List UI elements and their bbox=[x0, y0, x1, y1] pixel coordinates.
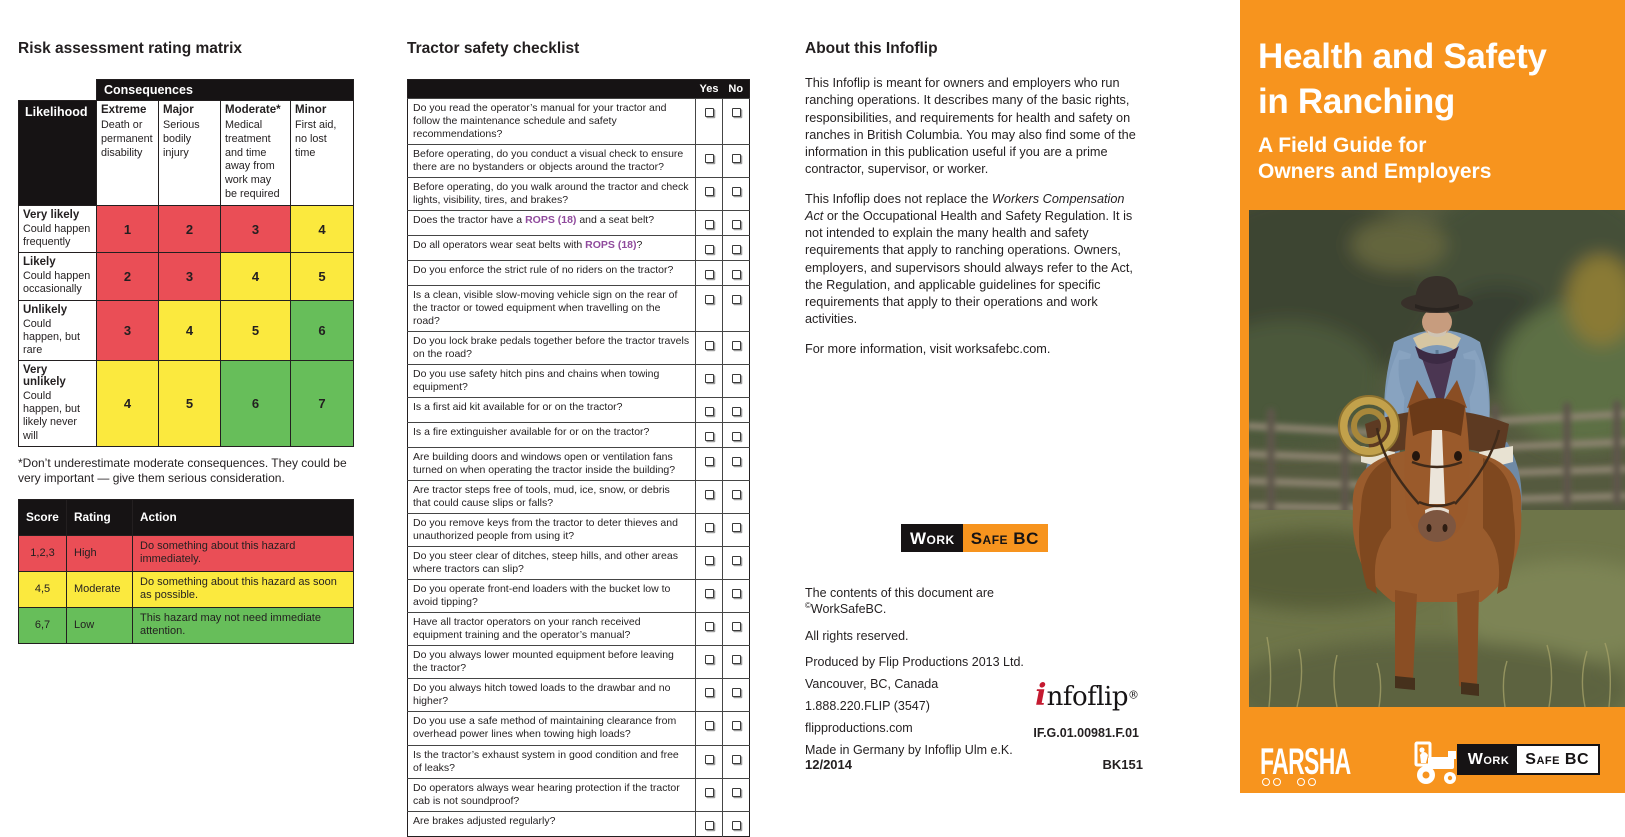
yes-checkbox[interactable] bbox=[705, 270, 714, 279]
score-table-row bbox=[19, 607, 354, 643]
action-text: This hazard may not need immediate attention. bbox=[133, 607, 354, 643]
risk-score-cell: 5 bbox=[159, 361, 221, 447]
yes-checkbox[interactable] bbox=[705, 589, 714, 598]
credit-line: 1.888.220.FLIP (3547) bbox=[805, 699, 930, 714]
matrix-footnote: *Don’t underestimate moderate consequences. They could be very important — give them serious consideration. bbox=[18, 455, 347, 486]
no-checkbox-cell bbox=[723, 547, 750, 580]
farsha-logo-text: FARSHA bbox=[1260, 740, 1351, 782]
no-checkbox[interactable] bbox=[732, 589, 741, 598]
infoflip-item-code: IF.G.01.00981.F.01 bbox=[1033, 726, 1139, 740]
farsha-logo bbox=[1260, 740, 1460, 782]
publication-date: 12/2014 bbox=[805, 757, 852, 772]
no-checkbox-cell bbox=[723, 145, 750, 178]
no-checkbox[interactable] bbox=[732, 523, 741, 532]
matrix-row bbox=[19, 361, 354, 447]
checklist-heading: Tractor safety checklist bbox=[407, 40, 580, 57]
no-checkbox-cell bbox=[723, 178, 750, 211]
checklist-question: Is a clean, visible slow-moving vehicle sign on the rear of the tractor or towed equipment when travelling on the road? bbox=[408, 286, 696, 332]
action-text: Do something about this hazard as soon as possible. bbox=[133, 571, 354, 607]
yes-checkbox-cell bbox=[696, 448, 723, 481]
tractor-icon bbox=[1408, 741, 1460, 785]
yes-checkbox-cell bbox=[696, 811, 723, 836]
no-checkbox[interactable] bbox=[732, 432, 741, 441]
yes-checkbox[interactable] bbox=[705, 154, 714, 163]
no-checkbox[interactable] bbox=[732, 341, 741, 350]
yes-checkbox-cell bbox=[696, 646, 723, 679]
checklist-question: Do you use safety hitch pins and chains when towing equipment? bbox=[408, 365, 696, 398]
credit-line: flipproductions.com bbox=[805, 721, 913, 736]
checklist-row bbox=[408, 211, 750, 236]
yes-checkbox-cell bbox=[696, 547, 723, 580]
yes-checkbox[interactable] bbox=[705, 295, 714, 304]
likelihood-row-label: Very unlikely Could happen, but likely never will bbox=[19, 361, 97, 447]
rating-column-header: Rating bbox=[67, 499, 133, 535]
no-checkbox-cell bbox=[723, 211, 750, 236]
consequences-header: Consequences bbox=[97, 80, 354, 101]
yes-checkbox-cell bbox=[696, 178, 723, 211]
yes-checkbox[interactable] bbox=[705, 374, 714, 383]
no-checkbox[interactable] bbox=[732, 270, 741, 279]
yes-checkbox-cell bbox=[696, 236, 723, 261]
likelihood-row-label: Likely Could happen occasionally bbox=[19, 253, 97, 300]
no-checkbox-cell bbox=[723, 646, 750, 679]
yes-checkbox-cell bbox=[696, 261, 723, 286]
no-checkbox[interactable] bbox=[732, 374, 741, 383]
rops-reference: ROPS (18) bbox=[585, 239, 637, 252]
no-checkbox-cell bbox=[723, 365, 750, 398]
yes-checkbox[interactable] bbox=[705, 407, 714, 416]
rating-value: Moderate bbox=[67, 571, 133, 607]
checklist-table bbox=[407, 79, 750, 837]
consequence-column-header: Major Serious bodily injury bbox=[159, 101, 221, 206]
worksafebc-logo-safebc: Safe BC bbox=[963, 524, 1048, 552]
checklist-question: Do you use a safe method of maintaining clearance from overhead power lines when towing high loads? bbox=[408, 712, 696, 745]
risk-score-cell: 4 bbox=[291, 205, 354, 252]
score-table-row bbox=[19, 571, 354, 607]
credit-line: Made in Germany by Infoflip Ulm e.K. bbox=[805, 743, 1013, 758]
about-paragraph: This Infoflip is meant for owners and employers who run ranching operations. It describes many of the basic rights, responsibilities, and requirements for health and safety on ranches in British Columbia. You may also find some of the information in this publication useful if you are a prime contractor, supervisor, or worker. bbox=[805, 76, 1136, 177]
credit-line: All rights reserved. bbox=[805, 629, 909, 644]
yes-checkbox-cell bbox=[696, 332, 723, 365]
no-checkbox[interactable] bbox=[732, 721, 741, 730]
yes-checkbox[interactable] bbox=[705, 788, 714, 797]
checklist-row bbox=[408, 145, 750, 178]
farsha-logo-wheels bbox=[1262, 778, 1316, 786]
no-checkbox[interactable] bbox=[732, 245, 741, 254]
no-checkbox-cell bbox=[723, 679, 750, 712]
risk-score-cell: 4 bbox=[97, 361, 159, 447]
no-checkbox-cell bbox=[723, 99, 750, 145]
checklist-row bbox=[408, 514, 750, 547]
yes-checkbox-cell bbox=[696, 514, 723, 547]
about-paragraphs bbox=[805, 75, 1143, 358]
no-checkbox-cell bbox=[723, 236, 750, 261]
question-column-header bbox=[408, 80, 696, 99]
no-checkbox-cell bbox=[723, 261, 750, 286]
yes-checkbox[interactable] bbox=[705, 755, 714, 764]
about-infoflip-panel bbox=[805, 0, 1143, 793]
tractor-checklist-panel bbox=[407, 40, 749, 837]
yes-checkbox[interactable] bbox=[705, 523, 714, 532]
worksafebc-logo bbox=[1457, 744, 1600, 775]
score-value: 4,5 bbox=[19, 571, 67, 607]
matrix-header-row bbox=[19, 101, 354, 206]
yes-checkbox-cell bbox=[696, 712, 723, 745]
checklist-question: Are brakes adjusted regularly? bbox=[408, 811, 696, 836]
yes-checkbox[interactable] bbox=[705, 821, 714, 830]
checklist-row bbox=[408, 332, 750, 365]
consequence-column-header: Extreme Death or permanent disability bbox=[97, 101, 159, 206]
no-checkbox[interactable] bbox=[732, 407, 741, 416]
no-checkbox[interactable] bbox=[732, 755, 741, 764]
matrix-row bbox=[19, 300, 354, 361]
checklist-question: Do you read the operator’s manual for your tractor and follow the maintenance schedule and safety recommendations? bbox=[408, 99, 696, 145]
yes-checkbox[interactable] bbox=[705, 457, 714, 466]
risk-score-cell: 6 bbox=[221, 361, 291, 447]
checklist-row bbox=[408, 481, 750, 514]
yes-checkbox-cell bbox=[696, 286, 723, 332]
rating-value: High bbox=[67, 535, 133, 571]
credit-line: The contents of this document are ©WorkSafeBC. bbox=[805, 586, 994, 617]
yes-checkbox-cell bbox=[696, 423, 723, 448]
checklist-row bbox=[408, 811, 750, 836]
checklist-row bbox=[408, 613, 750, 646]
risk-score-cell: 3 bbox=[221, 205, 291, 252]
risk-score-cell: 1 bbox=[97, 205, 159, 252]
score-table-row bbox=[19, 535, 354, 571]
checklist-row bbox=[408, 365, 750, 398]
yes-checkbox[interactable] bbox=[705, 245, 714, 254]
worksafebc-logo-safebc: Safe BC bbox=[1517, 746, 1598, 773]
checklist-question: Have all tractor operators on your ranch received equipment training and the operator’s manual? bbox=[408, 613, 696, 646]
no-column-header: No bbox=[723, 80, 750, 99]
likelihood-row-label: Unlikely Could happen, but rare bbox=[19, 300, 97, 361]
no-checkbox-cell bbox=[723, 423, 750, 448]
worksafebc-logo-work: Work bbox=[1459, 746, 1518, 773]
risk-score-cell: 6 bbox=[291, 300, 354, 361]
yes-checkbox[interactable] bbox=[705, 341, 714, 350]
checklist-row bbox=[408, 448, 750, 481]
checklist-question: Do you enforce the strict rule of no riders on the tractor? bbox=[408, 261, 696, 286]
checklist-row bbox=[408, 580, 750, 613]
checklist-row bbox=[408, 646, 750, 679]
risk-score-cell: 5 bbox=[221, 300, 291, 361]
consequence-column-header: Minor First aid, no lost time bbox=[291, 101, 354, 206]
no-checkbox[interactable] bbox=[732, 688, 741, 697]
checklist-row bbox=[408, 745, 750, 778]
checklist-row bbox=[408, 679, 750, 712]
no-checkbox[interactable] bbox=[732, 622, 741, 631]
no-checkbox-cell bbox=[723, 448, 750, 481]
score-action-table bbox=[18, 499, 354, 644]
no-checkbox-cell bbox=[723, 481, 750, 514]
yes-checkbox-cell bbox=[696, 481, 723, 514]
no-checkbox[interactable] bbox=[732, 821, 741, 830]
footer-row bbox=[805, 757, 1143, 772]
checklist-row bbox=[408, 286, 750, 332]
no-checkbox-cell bbox=[723, 745, 750, 778]
checklist-row bbox=[408, 398, 750, 423]
matrix-row bbox=[19, 205, 354, 252]
checklist-question: Is a fire extinguisher available for or on the tractor? bbox=[408, 423, 696, 448]
worksafebc-logo bbox=[901, 524, 1048, 552]
yes-checkbox[interactable] bbox=[705, 622, 714, 631]
no-checkbox-cell bbox=[723, 514, 750, 547]
cover-title: Health and Safety in Ranching bbox=[1258, 37, 1547, 121]
checklist-question: Are tractor steps free of tools, mud, ice, snow, or debris that could cause slips or falls? bbox=[408, 481, 696, 514]
risk-matrix-heading: Risk assessment rating matrix bbox=[18, 40, 242, 57]
yes-checkbox-cell bbox=[696, 145, 723, 178]
no-checkbox-cell bbox=[723, 332, 750, 365]
no-checkbox-cell bbox=[723, 580, 750, 613]
checklist-row bbox=[408, 99, 750, 145]
risk-score-cell: 2 bbox=[97, 253, 159, 300]
yes-checkbox[interactable] bbox=[705, 490, 714, 499]
action-text: Do something about this hazard immediately. bbox=[133, 535, 354, 571]
score-column-header: Score bbox=[19, 499, 67, 535]
checklist-question: Do operators always wear hearing protection if the tractor cab is not soundproof? bbox=[408, 778, 696, 811]
cover-panel bbox=[1240, 0, 1625, 793]
checklist-question: Is a first aid kit available for or on the tractor? bbox=[408, 398, 696, 423]
checklist-row bbox=[408, 547, 750, 580]
yes-checkbox[interactable] bbox=[705, 721, 714, 730]
risk-score-cell: 4 bbox=[159, 300, 221, 361]
checklist-question: Do you operate front-end loaders with the bucket low to avoid tipping? bbox=[408, 580, 696, 613]
yes-checkbox-cell bbox=[696, 778, 723, 811]
yes-checkbox-cell bbox=[696, 580, 723, 613]
no-checkbox-cell bbox=[723, 286, 750, 332]
checklist-row bbox=[408, 178, 750, 211]
checklist-row bbox=[408, 236, 750, 261]
no-checkbox-cell bbox=[723, 712, 750, 745]
no-checkbox[interactable] bbox=[732, 457, 741, 466]
no-checkbox[interactable] bbox=[732, 788, 741, 797]
risk-matrix-panel bbox=[18, 40, 356, 644]
no-checkbox[interactable] bbox=[732, 655, 741, 664]
cover-subtitle: A Field Guide for Owners and Employers bbox=[1258, 134, 1492, 183]
checklist-question: Is the tractor’s exhaust system in good condition and free of leaks? bbox=[408, 745, 696, 778]
no-checkbox[interactable] bbox=[732, 490, 741, 499]
yes-checkbox-cell bbox=[696, 398, 723, 423]
matrix-row bbox=[19, 253, 354, 300]
yes-checkbox[interactable] bbox=[705, 556, 714, 565]
yes-checkbox-cell bbox=[696, 365, 723, 398]
likelihood-header: Likelihood bbox=[19, 101, 97, 206]
checklist-row bbox=[408, 423, 750, 448]
consequence-column-header: Moderate* Medical treatment and time away from work may be required bbox=[221, 101, 291, 206]
credit-line: Vancouver, BC, Canada bbox=[805, 677, 939, 692]
checklist-row bbox=[408, 261, 750, 286]
worksafebc-logo-work: Work bbox=[901, 524, 963, 552]
no-checkbox-cell bbox=[723, 613, 750, 646]
checklist-question: Before operating, do you conduct a visual check to ensure there are no bystanders or objects around the tractor? bbox=[408, 145, 696, 178]
document-code: BK151 bbox=[1102, 757, 1143, 772]
checklist-question: Does the tractor have a ROPS (18) and a seat belt? bbox=[408, 211, 696, 236]
matrix-corner-cell bbox=[19, 80, 97, 101]
yes-checkbox[interactable] bbox=[705, 220, 714, 229]
score-value: 1,2,3 bbox=[19, 535, 67, 571]
checklist-question: Do you always lower mounted equipment before leaving the tractor? bbox=[408, 646, 696, 679]
likelihood-row-label: Very likely Could happen frequently bbox=[19, 205, 97, 252]
about-heading: About this Infoflip bbox=[805, 40, 938, 57]
no-checkbox-cell bbox=[723, 811, 750, 836]
no-checkbox[interactable] bbox=[732, 556, 741, 565]
yes-checkbox[interactable] bbox=[705, 108, 714, 117]
score-table-header-row bbox=[19, 499, 354, 535]
rops-reference: ROPS (18) bbox=[525, 214, 577, 227]
cover-photo bbox=[1249, 210, 1625, 707]
no-checkbox-cell bbox=[723, 778, 750, 811]
yes-checkbox-cell bbox=[696, 99, 723, 145]
risk-score-cell: 3 bbox=[159, 253, 221, 300]
yes-checkbox[interactable] bbox=[705, 187, 714, 196]
checklist-question: Are building doors and windows open or ventilation fans turned on when operating the tractor inside the building? bbox=[408, 448, 696, 481]
yes-checkbox[interactable] bbox=[705, 655, 714, 664]
yes-checkbox-cell bbox=[696, 679, 723, 712]
score-value: 6,7 bbox=[19, 607, 67, 643]
checklist-question: Do you remove keys from the tractor to deter thieves and unauthorized people from using it? bbox=[408, 514, 696, 547]
risk-score-cell: 2 bbox=[159, 205, 221, 252]
yes-checkbox-cell bbox=[696, 613, 723, 646]
action-column-header: Action bbox=[133, 499, 354, 535]
no-checkbox[interactable] bbox=[732, 220, 741, 229]
risk-score-cell: 4 bbox=[221, 253, 291, 300]
infoflip-logo: infoflip® bbox=[1035, 678, 1139, 713]
no-checkbox[interactable] bbox=[732, 295, 741, 304]
yes-column-header: Yes bbox=[696, 80, 723, 99]
risk-matrix-table bbox=[18, 79, 354, 447]
about-paragraph: For more information, visit worksafebc.com. bbox=[805, 341, 1051, 356]
checklist-header-row bbox=[408, 80, 750, 99]
about-paragraph: This Infoflip does not replace the Workers Compensation Act or the Occupational Health and Safety Regulation. It is not intended to explain the many health and safety requirements that apply to ranching operations. Owners, employers, and supervisors should always refer to the Act, the Regulation, and applicable guidelines for specific requirements that apply to their operations and work activities. bbox=[805, 191, 1133, 327]
checklist-question: Do you always hitch towed loads to the drawbar and no higher? bbox=[408, 679, 696, 712]
checklist-question: Before operating, do you walk around the tractor and check lights, visibility, tires, and brakes? bbox=[408, 178, 696, 211]
no-checkbox-cell bbox=[723, 398, 750, 423]
no-checkbox[interactable] bbox=[732, 187, 741, 196]
credits-block bbox=[805, 586, 1050, 765]
checklist-question: Do you steer clear of ditches, steep hills, and other areas where tractors can slip? bbox=[408, 547, 696, 580]
checklist-row bbox=[408, 712, 750, 745]
risk-score-cell: 5 bbox=[291, 253, 354, 300]
no-checkbox[interactable] bbox=[732, 154, 741, 163]
checklist-row bbox=[408, 778, 750, 811]
credit-line: Produced by Flip Productions 2013 Ltd. bbox=[805, 655, 1024, 670]
yes-checkbox-cell bbox=[696, 211, 723, 236]
yes-checkbox[interactable] bbox=[705, 432, 714, 441]
checklist-question: Do you lock brake pedals together before the tractor travels on the road? bbox=[408, 332, 696, 365]
yes-checkbox[interactable] bbox=[705, 688, 714, 697]
no-checkbox[interactable] bbox=[732, 108, 741, 117]
consequences-row bbox=[19, 80, 354, 101]
risk-score-cell: 7 bbox=[291, 361, 354, 447]
checklist-question: Do all operators wear seat belts with ROPS (18)? bbox=[408, 236, 696, 261]
rating-value: Low bbox=[67, 607, 133, 643]
yes-checkbox-cell bbox=[696, 745, 723, 778]
risk-score-cell: 3 bbox=[97, 300, 159, 361]
